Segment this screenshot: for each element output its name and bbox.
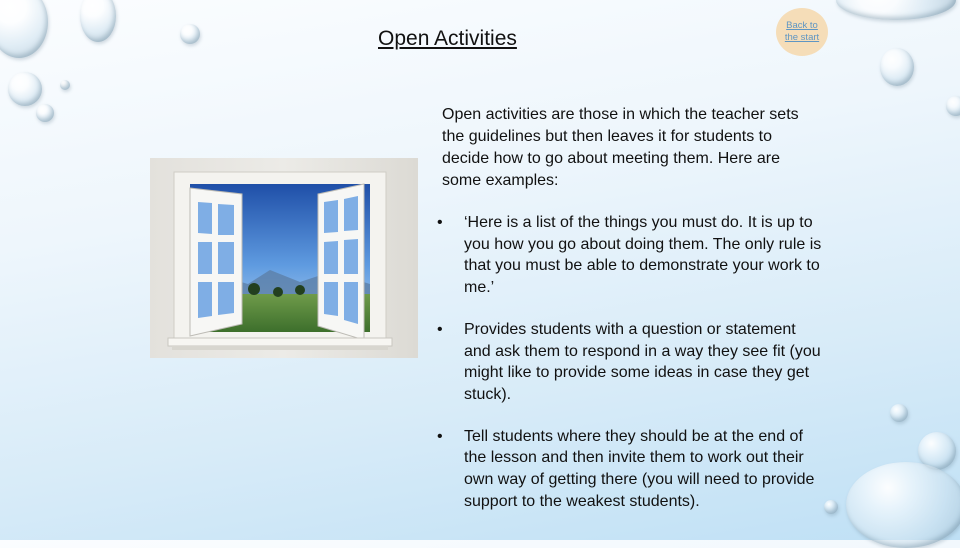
water-droplet-decoration — [946, 96, 960, 116]
open-window-photo — [150, 158, 418, 358]
water-droplet-decoration — [846, 462, 960, 548]
bullet-point: • — [437, 427, 443, 445]
slide-title: Open Activities — [378, 27, 517, 50]
water-droplet-decoration — [0, 0, 48, 58]
bullet-point: • — [437, 214, 443, 231]
water-droplet-decoration — [824, 500, 838, 514]
example-list — [434, 212, 824, 532]
list-item-text: Provides students with a question or statement and ask them to respond in a way they see fit (you might like to provide some ideas in case they get stuck). — [464, 320, 821, 403]
water-droplet-decoration — [890, 404, 908, 422]
water-droplet-decoration — [60, 80, 70, 90]
list-item-text: ‘Here is a list of the things you must do. It is up to you how you go about doing them. The only rule is that you must be able to demonstrate your work to me.’ — [464, 214, 822, 297]
list-item — [434, 426, 824, 513]
water-droplet-decoration — [36, 104, 54, 122]
water-droplet-decoration — [80, 0, 116, 42]
water-droplet-decoration — [180, 24, 200, 44]
water-droplet-decoration — [836, 0, 956, 20]
water-droplet-decoration — [8, 72, 42, 106]
list-item — [434, 319, 824, 406]
back-to-start-label: Back to the start — [784, 20, 820, 43]
water-droplet-decoration — [880, 48, 914, 86]
intro-paragraph: Open activities are those in which the teacher sets the guidelines but then leaves it for students to decide how to go about meeting them. Here are some examples: — [442, 106, 799, 189]
list-item — [434, 212, 824, 299]
list-item-text: Tell students where they should be at the end of the lesson and then invite them to work out their own way of getting there (you will need to provide support to the weakest students). — [464, 427, 815, 510]
back-to-start-button[interactable] — [776, 8, 828, 56]
bullet-point: • — [437, 320, 443, 338]
